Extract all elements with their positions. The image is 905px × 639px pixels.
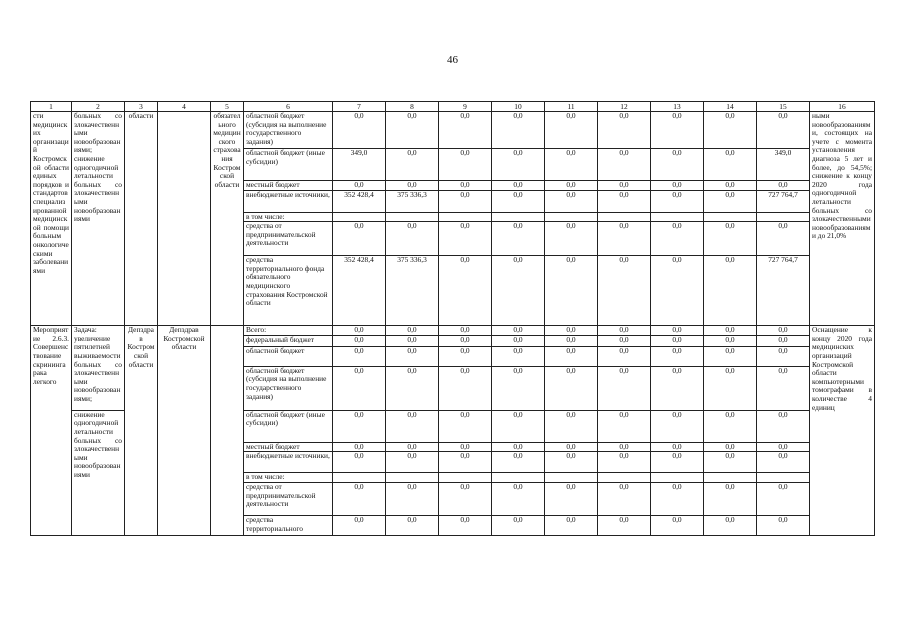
value-cell: 0,0 [651,346,704,366]
value-cell: 0,0 [439,256,492,326]
value-cell: 0,0 [439,452,492,473]
value-cell [386,212,439,222]
value-cell: 0,0 [386,410,439,442]
value-cell: 0,0 [598,326,651,336]
column-header: 7 [333,102,386,112]
value-cell: 0,0 [492,410,545,442]
value-cell: 0,0 [439,112,492,149]
value-cell: 727 764,7 [757,256,810,326]
block-oncology-standards [31,112,875,326]
value-cell: 0,0 [757,410,810,442]
funding-source-cell: средства от предпринимательской деятельности [244,482,333,515]
value-cell: 0,0 [386,346,439,366]
value-cell [704,212,757,222]
value-cell: 0,0 [757,112,810,149]
value-cell: 0,0 [492,149,545,181]
value-cell: 0,0 [439,181,492,191]
value-cell: 349,0 [757,149,810,181]
value-cell [545,473,598,483]
column-header: 8 [386,102,439,112]
value-cell: 0,0 [757,181,810,191]
value-cell: 0,0 [492,190,545,212]
participant-cell: обязательного медицинского страхования Костромской области [211,112,244,326]
value-cell: 0,0 [386,335,439,346]
funding-source-cell: в том числе: [244,212,333,222]
column-header: 12 [598,102,651,112]
value-cell: 0,0 [492,366,545,410]
measure-cell: сти медицинских организаций Костромской области единых порядков и стандартов специализированной медицинской помощи больным онкологическими заболеваниями [31,112,72,326]
value-cell: 0,0 [651,181,704,191]
column-header: 15 [757,102,810,112]
value-cell: 0,0 [492,222,545,256]
value-cell: 0,0 [757,366,810,410]
value-cell: 0,0 [492,482,545,515]
value-cell [757,212,810,222]
value-cell: 0,0 [492,112,545,149]
value-cell: 0,0 [651,149,704,181]
value-cell: 0,0 [704,442,757,452]
value-cell: 0,0 [651,112,704,149]
value-cell: 0,0 [598,149,651,181]
value-cell: 0,0 [545,442,598,452]
column-header: 16 [810,102,875,112]
value-cell: 0,0 [439,149,492,181]
value-cell: 0,0 [651,366,704,410]
value-cell: 0,0 [757,326,810,336]
value-cell: 375 336,3 [386,256,439,326]
value-cell: 0,0 [439,190,492,212]
value-cell: 0,0 [439,346,492,366]
value-cell: 0,0 [704,326,757,336]
expected-result-cell: Оснащение к концу 2020 года медицинских организаций Костромской области компьютерными томографами в количестве 4 единиц [810,326,875,536]
value-cell [651,473,704,483]
value-cell [598,212,651,222]
value-cell: 0,0 [704,346,757,366]
funding-source-cell: внебюджетные источники, [244,452,333,473]
value-cell: 0,0 [439,482,492,515]
value-cell: 0,0 [333,482,386,515]
value-cell: 0,0 [545,112,598,149]
column-header: 9 [439,102,492,112]
funding-source-cell: внебюджетные источники, [244,190,333,212]
value-cell [598,473,651,483]
funding-source-cell: средства от предпринимательской деятельности [244,222,333,256]
value-cell: 349,0 [333,149,386,181]
value-cell: 0,0 [545,335,598,346]
funding-source-cell: областной бюджет (иные субсидии) [244,410,333,442]
value-cell: 0,0 [386,149,439,181]
value-cell: 0,0 [545,515,598,535]
value-cell: 0,0 [757,346,810,366]
value-cell: 0,0 [386,515,439,535]
value-cell: 0,0 [386,366,439,410]
value-cell: 0,0 [651,335,704,346]
value-cell: 0,0 [704,335,757,346]
participant-cell [211,326,244,536]
value-cell: 0,0 [333,410,386,442]
funding-source-cell: Всего: [244,326,333,336]
value-cell [439,212,492,222]
value-cell: 0,0 [598,190,651,212]
column-header: 14 [704,102,757,112]
funding-source-cell: федеральный бюджет [244,335,333,346]
funding-source-cell: местный бюджет [244,442,333,452]
value-cell: 0,0 [704,366,757,410]
task-cell: Задача: увеличение пятилетней выживаемости больных со злокачественными новообразованиями; [72,326,125,411]
value-cell: 0,0 [545,452,598,473]
value-cell: 0,0 [651,256,704,326]
value-cell: 0,0 [492,256,545,326]
value-cell: 0,0 [545,410,598,442]
value-cell: 0,0 [651,410,704,442]
expected-result-cell: ными новообразованиями, состоящих на учете с момента установления диагноза 5 лет и более, до 54,5%; снижение к концу 2020 года одногодичной летальности больных со злокачественными новообразованиями до 21,0% [810,112,875,326]
value-cell: 0,0 [492,442,545,452]
budget-table [30,101,875,536]
value-cell: 0,0 [439,222,492,256]
value-cell: 0,0 [704,410,757,442]
value-cell: 0,0 [704,190,757,212]
column-header: 10 [492,102,545,112]
value-cell [492,473,545,483]
table-row [31,326,875,336]
executor-cell: области [125,112,158,326]
value-cell: 0,0 [704,112,757,149]
column-header: 6 [244,102,333,112]
value-cell: 0,0 [598,482,651,515]
value-cell: 0,0 [598,222,651,256]
value-cell [651,212,704,222]
value-cell: 0,0 [545,346,598,366]
value-cell: 0,0 [545,190,598,212]
value-cell: 0,0 [651,515,704,535]
value-cell: 0,0 [386,482,439,515]
value-cell: 0,0 [492,515,545,535]
value-cell: 0,0 [492,335,545,346]
value-cell [386,473,439,483]
funding-source-cell: в том числе: [244,473,333,483]
column-header: 5 [211,102,244,112]
value-cell [492,212,545,222]
column-numbers-row [31,102,875,112]
value-cell [545,212,598,222]
task-cell: больных со злокачественными новообразованиями; снижение одногодичной летальности больных со злокачественными новообразованиями [72,112,125,326]
column-header: 11 [545,102,598,112]
value-cell: 0,0 [439,366,492,410]
co-executor-cell: Депздрав Костромской области [158,326,211,536]
value-cell [704,473,757,483]
value-cell: 0,0 [333,112,386,149]
value-cell: 0,0 [545,482,598,515]
value-cell: 375 336,3 [386,190,439,212]
value-cell: 0,0 [757,335,810,346]
value-cell: 0,0 [704,482,757,515]
value-cell [439,473,492,483]
value-cell [333,212,386,222]
funding-source-cell: областной бюджет [244,346,333,366]
value-cell: 0,0 [704,256,757,326]
value-cell: 0,0 [651,452,704,473]
value-cell: 0,0 [492,326,545,336]
value-cell: 0,0 [333,222,386,256]
value-cell: 0,0 [386,452,439,473]
value-cell: 0,0 [704,149,757,181]
value-cell: 0,0 [598,346,651,366]
value-cell: 0,0 [757,442,810,452]
table-row [31,112,875,149]
funding-source-cell: средства территориального [244,515,333,535]
value-cell: 0,0 [598,515,651,535]
value-cell: 0,0 [598,366,651,410]
page-number: 46 [447,54,458,66]
column-header: 2 [72,102,125,112]
column-header: 4 [158,102,211,112]
value-cell: 0,0 [651,442,704,452]
task-cell: снижение одногодичной летальности больных со злокачественными новообразованиями [72,410,125,535]
value-cell: 0,0 [333,366,386,410]
value-cell: 727 764,7 [757,190,810,212]
funding-source-cell: областной бюджет (субсидия на выполнение государственного задания) [244,112,333,149]
value-cell: 0,0 [598,410,651,442]
value-cell: 0,0 [386,112,439,149]
value-cell: 0,0 [704,515,757,535]
value-cell [333,473,386,483]
funding-source-cell: средства территориального фонда обязательного медицинского страхования Костромской области [244,256,333,326]
funding-source-cell: областной бюджет (иные субсидии) [244,149,333,181]
value-cell: 0,0 [492,452,545,473]
column-header: 1 [31,102,72,112]
value-cell: 0,0 [333,442,386,452]
value-cell: 0,0 [439,515,492,535]
value-cell: 0,0 [333,346,386,366]
funding-source-cell: областной бюджет (субсидия на выполнение государственного задания) [244,366,333,410]
value-cell: 0,0 [333,335,386,346]
block-lung-cancer-screening [31,326,875,536]
value-cell: 0,0 [333,452,386,473]
value-cell: 0,0 [651,222,704,256]
value-cell: 0,0 [439,442,492,452]
value-cell: 0,0 [386,326,439,336]
funding-source-cell: местный бюджет [244,181,333,191]
executor-cell: Депздрав Костромской области [125,326,158,536]
value-cell: 0,0 [704,181,757,191]
value-cell: 0,0 [439,410,492,442]
value-cell: 0,0 [598,335,651,346]
value-cell: 0,0 [757,222,810,256]
value-cell: 0,0 [598,181,651,191]
value-cell: 0,0 [492,346,545,366]
value-cell: 0,0 [704,222,757,256]
column-header: 13 [651,102,704,112]
value-cell: 0,0 [598,452,651,473]
value-cell: 0,0 [545,366,598,410]
value-cell: 0,0 [598,112,651,149]
co-executor-cell [158,112,211,326]
measure-cell: Мероприятие 2.6.3. Совершенствование скрининга рака легкого [31,326,72,536]
value-cell: 0,0 [545,149,598,181]
value-cell: 0,0 [757,515,810,535]
value-cell: 352 428,4 [333,256,386,326]
value-cell [757,473,810,483]
value-cell: 0,0 [439,326,492,336]
value-cell: 0,0 [386,442,439,452]
value-cell: 0,0 [651,482,704,515]
value-cell: 0,0 [598,256,651,326]
value-cell: 0,0 [386,222,439,256]
value-cell: 0,0 [439,335,492,346]
value-cell: 0,0 [545,326,598,336]
value-cell: 0,0 [492,181,545,191]
value-cell: 0,0 [598,442,651,452]
value-cell: 0,0 [545,256,598,326]
value-cell: 0,0 [757,482,810,515]
value-cell: 0,0 [651,190,704,212]
value-cell: 0,0 [545,181,598,191]
value-cell: 0,0 [704,452,757,473]
value-cell: 0,0 [545,222,598,256]
value-cell: 0,0 [757,452,810,473]
value-cell: 0,0 [333,181,386,191]
value-cell: 0,0 [386,181,439,191]
value-cell: 0,0 [651,326,704,336]
value-cell: 0,0 [333,326,386,336]
value-cell: 352 428,4 [333,190,386,212]
column-header: 3 [125,102,158,112]
value-cell: 0,0 [333,515,386,535]
